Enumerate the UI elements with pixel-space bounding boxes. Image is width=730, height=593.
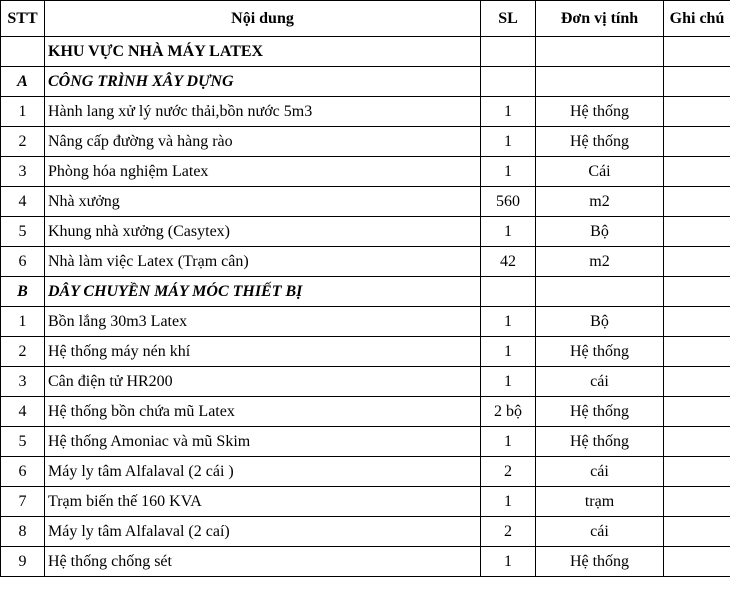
row-unit: m2 bbox=[536, 247, 664, 277]
row-stt: 2 bbox=[1, 127, 45, 157]
group-qty bbox=[481, 67, 536, 97]
header-row bbox=[1, 1, 730, 37]
group-note bbox=[664, 67, 730, 97]
section-stt bbox=[1, 37, 45, 67]
row-note bbox=[664, 127, 730, 157]
table-row bbox=[1, 397, 730, 427]
row-note bbox=[664, 307, 730, 337]
section-qty bbox=[481, 37, 536, 67]
group-qty bbox=[481, 277, 536, 307]
group-note bbox=[664, 277, 730, 307]
header-stt: STT bbox=[1, 1, 45, 37]
table-row bbox=[1, 247, 730, 277]
row-stt: 6 bbox=[1, 247, 45, 277]
group-code: A bbox=[1, 67, 45, 97]
group-row-b bbox=[1, 277, 730, 307]
header-unit: Đơn vị tính bbox=[536, 1, 664, 37]
row-stt: 3 bbox=[1, 367, 45, 397]
row-unit: Hệ thống bbox=[536, 397, 664, 427]
section-unit bbox=[536, 37, 664, 67]
group-title: DÂY CHUYỀN MÁY MÓC THIẾT BỊ bbox=[45, 277, 481, 307]
group-unit bbox=[536, 67, 664, 97]
row-content: Nhà xưởng bbox=[45, 187, 481, 217]
row-stt: 2 bbox=[1, 337, 45, 367]
row-content: Khung nhà xưởng (Casytex) bbox=[45, 217, 481, 247]
row-qty: 1 bbox=[481, 127, 536, 157]
row-stt: 3 bbox=[1, 157, 45, 187]
section-row bbox=[1, 37, 730, 67]
row-unit: Bộ bbox=[536, 217, 664, 247]
row-content: Hành lang xử lý nước thải,bồn nước 5m3 bbox=[45, 97, 481, 127]
row-qty: 2 bbox=[481, 457, 536, 487]
row-qty: 2 bộ bbox=[481, 397, 536, 427]
row-content: Hệ thống bồn chứa mũ Latex bbox=[45, 397, 481, 427]
row-qty: 1 bbox=[481, 547, 536, 577]
row-unit: Hệ thống bbox=[536, 97, 664, 127]
row-unit: Hệ thống bbox=[536, 127, 664, 157]
table-row bbox=[1, 457, 730, 487]
group-code: B bbox=[1, 277, 45, 307]
row-stt: 1 bbox=[1, 307, 45, 337]
row-stt: 8 bbox=[1, 517, 45, 547]
row-content: Cân điện tử HR200 bbox=[45, 367, 481, 397]
table-row bbox=[1, 217, 730, 247]
group-unit bbox=[536, 277, 664, 307]
group-title: CÔNG TRÌNH XÂY DỰNG bbox=[45, 67, 481, 97]
row-stt: 6 bbox=[1, 457, 45, 487]
row-note bbox=[664, 247, 730, 277]
row-note bbox=[664, 547, 730, 577]
row-stt: 1 bbox=[1, 97, 45, 127]
header-qty: SL bbox=[481, 1, 536, 37]
row-content: Phòng hóa nghiệm Latex bbox=[45, 157, 481, 187]
row-qty: 560 bbox=[481, 187, 536, 217]
row-unit: cái bbox=[536, 517, 664, 547]
table-row bbox=[1, 337, 730, 367]
row-content: Hệ thống Amoniac và mũ Skim bbox=[45, 427, 481, 457]
row-qty: 2 bbox=[481, 517, 536, 547]
row-stt: 5 bbox=[1, 427, 45, 457]
section-title: KHU VỰC NHÀ MÁY LATEX bbox=[45, 37, 481, 67]
row-note bbox=[664, 337, 730, 367]
row-qty: 1 bbox=[481, 367, 536, 397]
row-note bbox=[664, 157, 730, 187]
row-unit: Hệ thống bbox=[536, 427, 664, 457]
table-row bbox=[1, 547, 730, 577]
row-content: Trạm biến thế 160 KVA bbox=[45, 487, 481, 517]
row-note bbox=[664, 97, 730, 127]
row-qty: 1 bbox=[481, 427, 536, 457]
table-row bbox=[1, 187, 730, 217]
row-content: Hệ thống máy nén khí bbox=[45, 337, 481, 367]
table-row bbox=[1, 517, 730, 547]
table-row bbox=[1, 157, 730, 187]
row-unit: Cái bbox=[536, 157, 664, 187]
row-qty: 1 bbox=[481, 307, 536, 337]
row-content: Máy ly tâm Alfalaval (2 cái ) bbox=[45, 457, 481, 487]
table-row bbox=[1, 367, 730, 397]
row-note bbox=[664, 457, 730, 487]
row-note bbox=[664, 397, 730, 427]
table-row bbox=[1, 487, 730, 517]
row-qty: 1 bbox=[481, 217, 536, 247]
row-note bbox=[664, 217, 730, 247]
row-stt: 4 bbox=[1, 397, 45, 427]
row-note bbox=[664, 487, 730, 517]
row-unit: Hệ thống bbox=[536, 547, 664, 577]
row-unit: cái bbox=[536, 367, 664, 397]
table-row bbox=[1, 307, 730, 337]
row-unit: m2 bbox=[536, 187, 664, 217]
header-content: Nội dung bbox=[45, 1, 481, 37]
row-stt: 9 bbox=[1, 547, 45, 577]
group-row-a bbox=[1, 67, 730, 97]
header-note: Ghi chú bbox=[664, 1, 730, 37]
row-qty: 42 bbox=[481, 247, 536, 277]
row-stt: 5 bbox=[1, 217, 45, 247]
row-note bbox=[664, 517, 730, 547]
row-qty: 1 bbox=[481, 487, 536, 517]
row-unit: trạm bbox=[536, 487, 664, 517]
row-unit: cái bbox=[536, 457, 664, 487]
row-unit: Bộ bbox=[536, 307, 664, 337]
row-content: Máy ly tâm Alfalaval (2 caí) bbox=[45, 517, 481, 547]
table-row bbox=[1, 97, 730, 127]
row-note bbox=[664, 427, 730, 457]
section-note bbox=[664, 37, 730, 67]
row-qty: 1 bbox=[481, 97, 536, 127]
row-content: Nhà làm việc Latex (Trạm cân) bbox=[45, 247, 481, 277]
table-row bbox=[1, 427, 730, 457]
row-stt: 7 bbox=[1, 487, 45, 517]
row-stt: 4 bbox=[1, 187, 45, 217]
row-unit: Hệ thống bbox=[536, 337, 664, 367]
row-note bbox=[664, 367, 730, 397]
row-content: Bồn lắng 30m3 Latex bbox=[45, 307, 481, 337]
row-qty: 1 bbox=[481, 157, 536, 187]
row-content: Hệ thống chống sét bbox=[45, 547, 481, 577]
row-qty: 1 bbox=[481, 337, 536, 367]
row-note bbox=[664, 187, 730, 217]
table-row bbox=[1, 127, 730, 157]
row-content: Nâng cấp đường và hàng rào bbox=[45, 127, 481, 157]
